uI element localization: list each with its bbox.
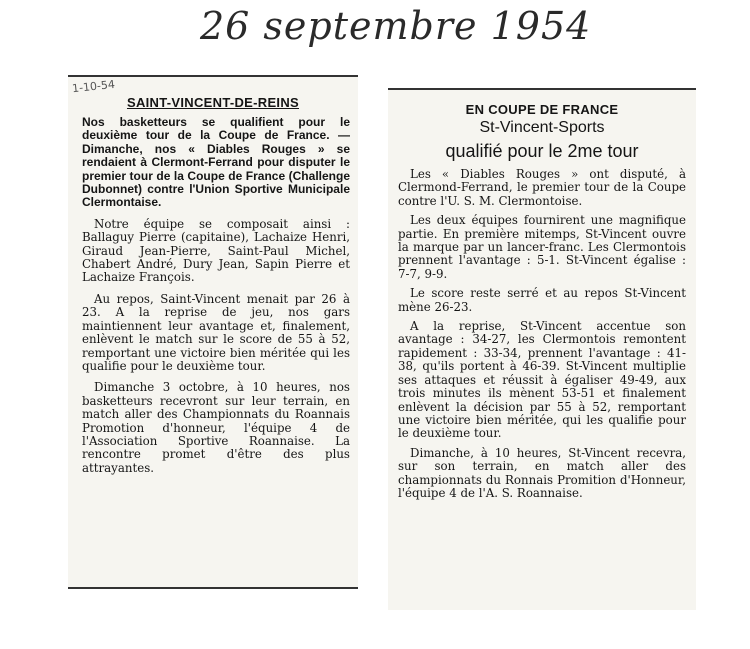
left-clipping-lead: Nos basketteurs se qualifient pour le deuxième tour de la Coupe de France. — Dimanche, nos « Diables Rouges » se rendaient à Clermont-Ferrand pour disputer le premier tour de la Coupe de France (Challenge Dubonnet) contre l'Union Sportive Municipale Clermontaise. xyxy=(82,115,350,210)
right-clipping-paragraph: Le score reste serré et au repos St-Vincent mène 26-23. xyxy=(398,286,686,314)
right-clipping-paragraph: Dimanche, à 10 heures, St-Vincent recevra, sur son terrain, en match aller des championnats du Ronnais Promition d'Honneur, l'équipe 4 de l'A. S. Roannaise. xyxy=(398,445,686,500)
right-clipping-subtitle: qualifié pour le 2me tour xyxy=(445,141,639,161)
right-clipping-title: St-Vincent-Sports xyxy=(479,119,605,136)
right-clipping-paragraph: Les deux équipes fournirent une magnifique partie. En première mitemps, St-Vincent ouvre la marque par un lancer-franc. Les Clermontois prennent l'avantage : 5-1. St-Vincent égalise : 7-7, 9-9. xyxy=(398,213,686,281)
right-clipping-paragraph: Les « Diables Rouges » ont disputé, à Clermond-Ferrand, le premier tour de la Coupe contre l'U. S. M. Clermontoise. xyxy=(398,167,686,208)
right-clipping-paragraph: A la reprise, St-Vincent accentue son avantage : 34-27, les Clermontois remontent rapidement : 33-34, prennent l'avantage : 41-38, qu'ils portent à 46-39. St-Vincent multiplie ses attaques et réussit à égaliser 49-49, aux trois minutes ils mènent 53-51 et finalement enlèvent la décision par 55 à 52, remportant une victoire bien méritée, qui les qualifie pour le deuxième tour. xyxy=(398,319,686,441)
right-clipping xyxy=(388,88,696,610)
left-clipping-paragraph: Au repos, Saint-Vincent menait par 26 à 23. A la reprise de jeu, nos gars maintiennent leur avantage et, finalement, enlèvent le match sur le score de 55 à 52, remportant une victoire bien méritée qui les qualifie pour le deuxième tour. xyxy=(82,291,350,373)
left-clipping-paragraph: Notre équipe se composait ainsi : Ballaguy Pierre (capitaine), Lachaize Henri, Giraud Jean-Pierre, Saint-Paul Michel, Chabert André, Dury Jean, Sapin Pierre et Lachaize François. xyxy=(82,216,350,285)
right-clipping-kicker: EN COUPE DE FRANCE xyxy=(465,102,619,117)
left-clipping-heading: SAINT-VINCENT-DE-REINS xyxy=(126,95,299,110)
left-clipping-paragraph: Dimanche 3 octobre, à 10 heures, nos basketteurs recevront sur leur terrain, en match aller des Championnats du Roannais Promotion d'honneur, l'équipe 4 de l'Association Sportive Roannaise. La rencontre promet d'être des plus attrayantes. xyxy=(82,380,350,475)
left-clipping xyxy=(68,75,358,589)
pencil-date-note: 1-10-54 xyxy=(71,77,116,96)
handwritten-date: 26 septembre 1954 xyxy=(200,4,592,48)
